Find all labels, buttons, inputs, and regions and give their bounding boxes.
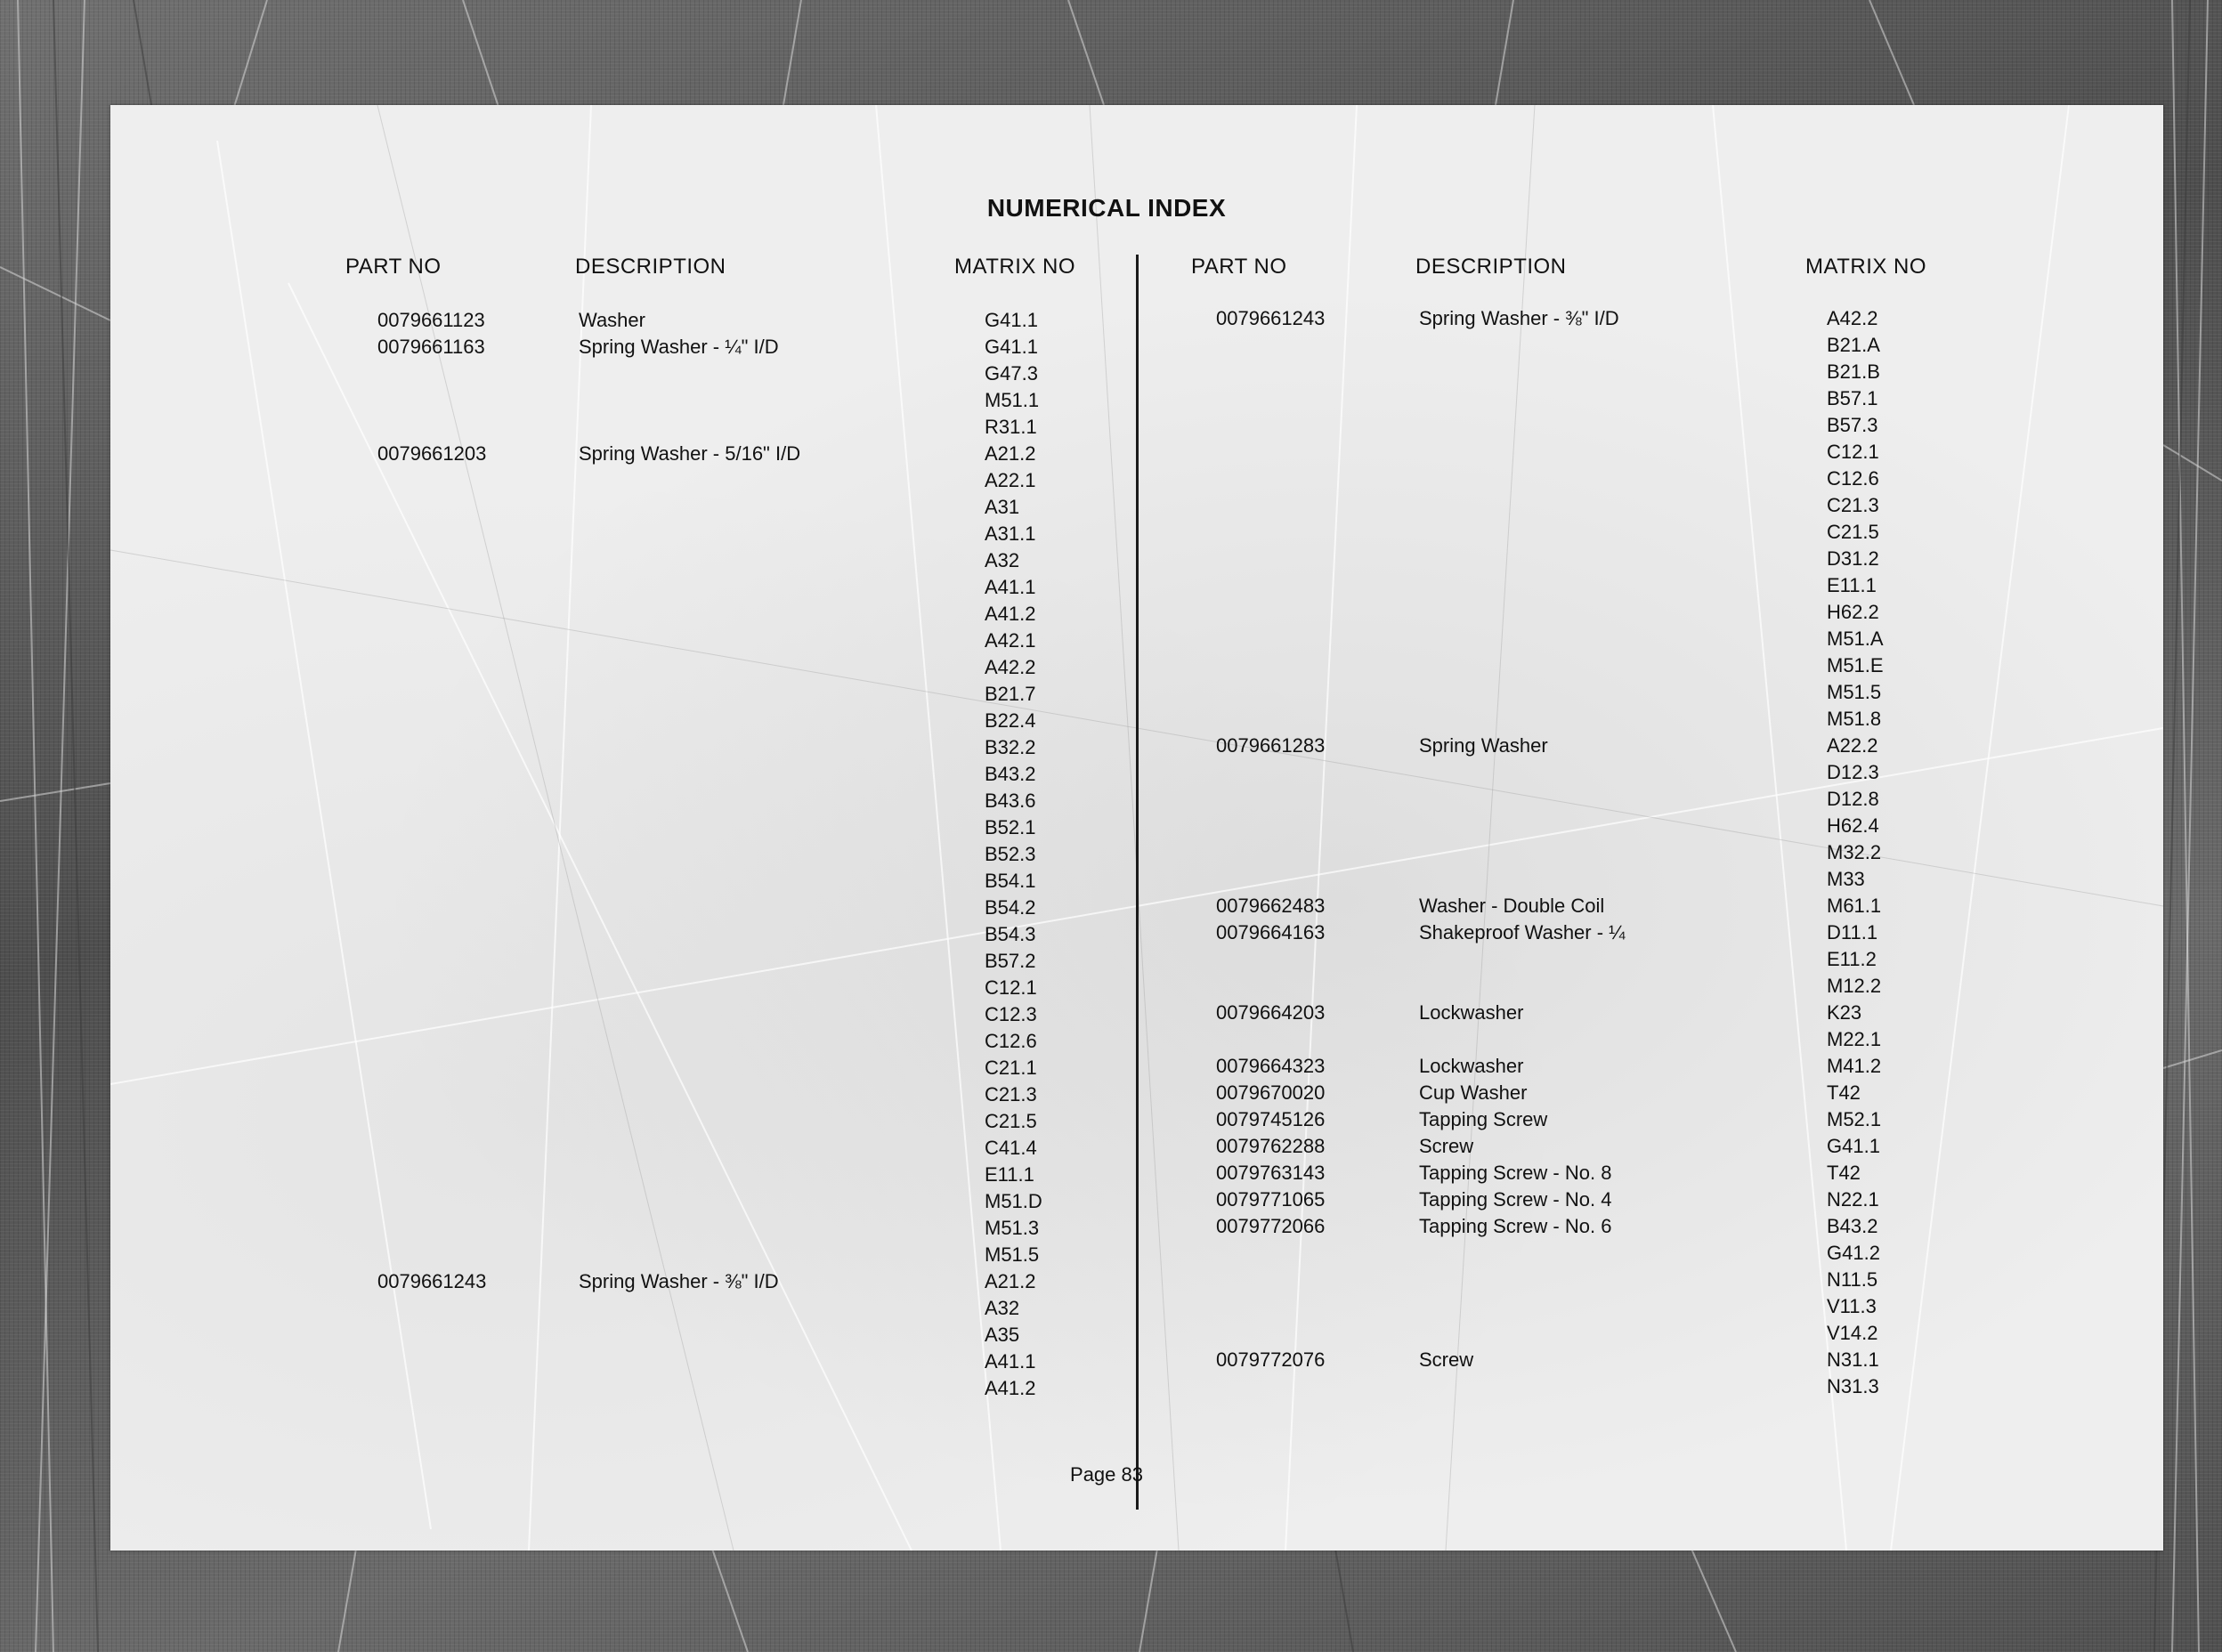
right-desc-cell: Screw xyxy=(1419,1348,1474,1371)
left-matrix-cell: A41.1 xyxy=(985,576,1036,598)
left-matrix-cell: B52.3 xyxy=(985,843,1036,865)
right-matrix-cell: A22.2 xyxy=(1827,734,1878,757)
right-matrix-cell: M51.A xyxy=(1827,628,1884,650)
left-desc-cell: Spring Washer - ⅜" I/D xyxy=(579,1270,779,1292)
right-part-cell: 0079745126 xyxy=(1216,1108,1326,1130)
right-matrix-cell: K23 xyxy=(1827,1001,1862,1024)
right-desc-cell: Tapping Screw xyxy=(1419,1108,1548,1130)
right-desc-cell: Spring Washer - ⅜" I/D xyxy=(1419,307,1619,329)
right-matrix-cell: N31.1 xyxy=(1827,1348,1879,1371)
left-part-no-header: PART NO xyxy=(345,255,442,279)
right-matrix-cell: M41.2 xyxy=(1827,1055,1882,1077)
left-matrix-cell: A32 xyxy=(985,1297,1020,1319)
right-desc-cell: Spring Washer xyxy=(1419,734,1548,757)
right-matrix-cell: E11.2 xyxy=(1827,948,1877,970)
right-part-no-header: PART NO xyxy=(1191,255,1287,279)
left-part-cell: 0079661123 xyxy=(377,309,485,331)
right-matrix-cell: T42 xyxy=(1827,1081,1861,1104)
right-matrix-cell: C21.5 xyxy=(1827,521,1879,543)
right-matrix-cell: M33 xyxy=(1827,868,1865,890)
left-matrix-cell: A41.1 xyxy=(985,1350,1036,1373)
left-matrix-cell: A22.1 xyxy=(985,469,1036,491)
right-desc-cell: Cup Washer xyxy=(1419,1081,1528,1104)
left-matrix-cell: B54.3 xyxy=(985,923,1036,945)
left-part-cell: 0079661243 xyxy=(377,1270,487,1292)
left-matrix-cell: G41.1 xyxy=(985,336,1038,358)
right-matrix-cell: D31.2 xyxy=(1827,547,1879,570)
left-part-cell: 0079661163 xyxy=(377,336,485,358)
right-part-cell: 0079762288 xyxy=(1216,1135,1326,1157)
right-matrix-cell: A42.2 xyxy=(1827,307,1878,329)
right-part-cell: 0079664163 xyxy=(1216,921,1326,943)
left-matrix-cell: A32 xyxy=(985,549,1020,571)
left-matrix-cell: A42.2 xyxy=(985,656,1036,678)
right-matrix-cell: D12.8 xyxy=(1827,788,1879,810)
right-matrix-cell: M51.8 xyxy=(1827,708,1882,730)
right-desc-cell: Lockwasher xyxy=(1419,1055,1524,1077)
left-matrix-cell: C21.3 xyxy=(985,1083,1037,1105)
right-matrix-cell: C12.6 xyxy=(1827,467,1879,490)
right-part-cell: 0079662483 xyxy=(1216,895,1326,917)
left-matrix-cell: A21.2 xyxy=(985,1270,1036,1292)
right-part-cell: 0079763143 xyxy=(1216,1162,1326,1184)
left-matrix-cell: B54.2 xyxy=(985,896,1036,919)
left-matrix-cell: B43.6 xyxy=(985,790,1036,812)
left-matrix-cell: C12.6 xyxy=(985,1030,1037,1052)
right-matrix-cell: V11.3 xyxy=(1827,1295,1877,1317)
left-matrix-cell: A41.2 xyxy=(985,1377,1036,1399)
left-matrix-cell: C41.4 xyxy=(985,1137,1037,1159)
right-description-header: DESCRIPTION xyxy=(1415,255,1567,279)
right-matrix-cell: C12.1 xyxy=(1827,441,1879,463)
right-part-cell: 0079670020 xyxy=(1216,1081,1326,1104)
right-matrix-cell: M61.1 xyxy=(1827,895,1882,917)
right-desc-cell: Tapping Screw - No. 4 xyxy=(1419,1188,1612,1211)
left-matrix-cell: B22.4 xyxy=(985,709,1036,732)
right-matrix-cell: E11.1 xyxy=(1827,574,1877,596)
left-description-header: DESCRIPTION xyxy=(575,255,726,279)
left-matrix-cell: A35 xyxy=(985,1324,1020,1346)
left-matrix-cell: C12.3 xyxy=(985,1003,1037,1025)
right-part-cell: 0079661283 xyxy=(1216,734,1326,757)
index-entries xyxy=(110,105,2163,1551)
left-matrix-cell: M51.5 xyxy=(985,1243,1040,1266)
right-matrix-cell: H62.2 xyxy=(1827,601,1879,623)
left-matrix-cell: B52.1 xyxy=(985,816,1036,838)
right-part-cell: 0079772076 xyxy=(1216,1348,1326,1371)
left-matrix-cell: B54.1 xyxy=(985,870,1036,892)
left-matrix-cell: M51.3 xyxy=(985,1217,1040,1239)
left-matrix-cell: B21.7 xyxy=(985,683,1036,705)
page-number: Page 83 xyxy=(1070,1463,1143,1486)
left-matrix-cell: A31 xyxy=(985,496,1020,518)
left-matrix-cell: B32.2 xyxy=(985,736,1036,758)
left-desc-cell: Washer xyxy=(579,309,645,331)
right-desc-cell: Washer - Double Coil xyxy=(1419,895,1605,917)
index-page xyxy=(110,105,2163,1551)
right-matrix-cell: B21.A xyxy=(1827,334,1880,356)
left-matrix-cell: C21.1 xyxy=(985,1057,1037,1079)
right-matrix-cell: G41.1 xyxy=(1827,1135,1880,1157)
page-title: NUMERICAL INDEX xyxy=(986,194,1227,222)
right-matrix-cell: M22.1 xyxy=(1827,1028,1882,1050)
left-matrix-cell: R31.1 xyxy=(985,416,1037,438)
right-part-cell: 0079661243 xyxy=(1216,307,1326,329)
right-part-cell: 0079664323 xyxy=(1216,1055,1326,1077)
right-desc-cell: Screw xyxy=(1419,1135,1474,1157)
right-part-cell: 0079664203 xyxy=(1216,1001,1326,1024)
right-matrix-cell: M51.5 xyxy=(1827,681,1882,703)
left-matrix-cell: M51.1 xyxy=(985,389,1040,411)
left-matrix-cell: A21.2 xyxy=(985,442,1036,465)
right-matrix-cell: C21.3 xyxy=(1827,494,1879,516)
right-matrix-cell: D12.3 xyxy=(1827,761,1879,783)
right-matrix-cell: T42 xyxy=(1827,1162,1861,1184)
left-matrix-cell: B43.2 xyxy=(985,763,1036,785)
left-matrix-cell: A31.1 xyxy=(985,522,1036,545)
right-matrix-cell: B43.2 xyxy=(1827,1215,1878,1237)
right-matrix-cell: M51.E xyxy=(1827,654,1884,676)
right-matrix-cell: B21.B xyxy=(1827,360,1880,383)
right-matrix-cell: M32.2 xyxy=(1827,841,1882,863)
left-matrix-cell: E11.1 xyxy=(985,1163,1034,1186)
left-matrix-cell: A41.2 xyxy=(985,603,1036,625)
right-matrix-cell: N11.5 xyxy=(1827,1268,1878,1291)
right-desc-cell: Tapping Screw - No. 8 xyxy=(1419,1162,1612,1184)
right-matrix-cell: M52.1 xyxy=(1827,1108,1882,1130)
left-matrix-cell: B57.2 xyxy=(985,950,1036,972)
right-matrix-cell: N22.1 xyxy=(1827,1188,1879,1211)
left-matrix-cell: G41.1 xyxy=(985,309,1038,331)
right-matrix-cell: V14.2 xyxy=(1827,1322,1878,1344)
left-matrix-cell: C21.5 xyxy=(985,1110,1037,1132)
right-matrix-cell: B57.1 xyxy=(1827,387,1878,409)
left-matrix-cell: G47.3 xyxy=(985,362,1038,385)
left-desc-cell: Spring Washer - ¼" I/D xyxy=(579,336,779,358)
right-matrix-cell: G41.2 xyxy=(1827,1242,1880,1264)
right-desc-cell: Shakeproof Washer - ¼ xyxy=(1419,921,1626,943)
right-desc-cell: Lockwasher xyxy=(1419,1001,1524,1024)
left-part-cell: 0079661203 xyxy=(377,442,487,465)
right-matrix-cell: H62.4 xyxy=(1827,814,1879,837)
left-desc-cell: Spring Washer - 5/16" I/D xyxy=(579,442,801,465)
left-matrix-no-header: MATRIX NO xyxy=(954,255,1076,279)
right-part-cell: 0079771065 xyxy=(1216,1188,1326,1211)
left-matrix-cell: A42.1 xyxy=(985,629,1036,652)
left-matrix-cell: C12.1 xyxy=(985,976,1037,999)
right-part-cell: 0079772066 xyxy=(1216,1215,1326,1237)
right-matrix-cell: B57.3 xyxy=(1827,414,1878,436)
right-matrix-no-header: MATRIX NO xyxy=(1805,255,1927,279)
right-matrix-cell: N31.3 xyxy=(1827,1375,1879,1397)
right-desc-cell: Tapping Screw - No. 6 xyxy=(1419,1215,1612,1237)
right-matrix-cell: D11.1 xyxy=(1827,921,1878,943)
right-matrix-cell: M12.2 xyxy=(1827,975,1882,997)
left-matrix-cell: M51.D xyxy=(985,1190,1042,1212)
